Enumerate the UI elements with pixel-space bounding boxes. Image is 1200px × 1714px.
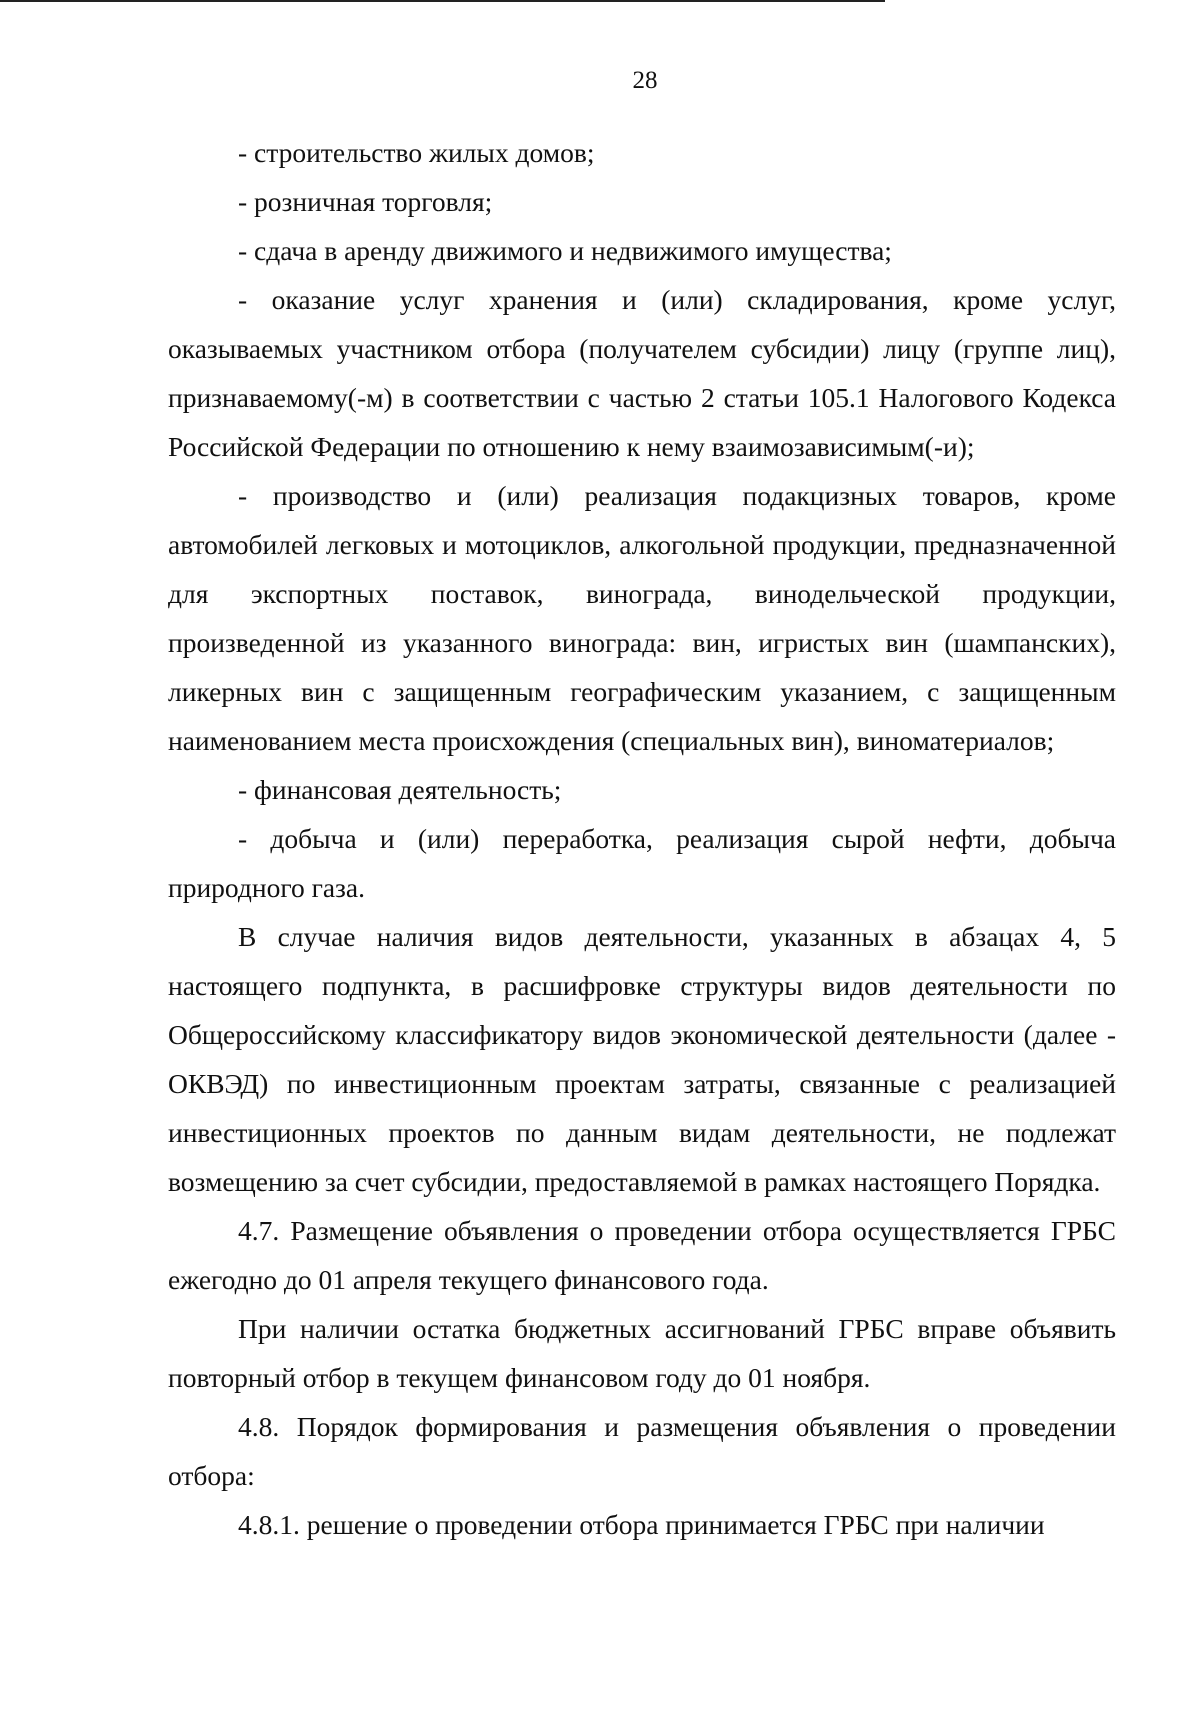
paragraph-okved-note: В случае наличия видов деятельности, указанных в абзацах 4, 5 настоящего подпункта, в расшифровке структуры видов деятельности по Общероссийскому классификатору видов экономической деятельности (далее - ОКВЭД) по инвестиционным проектам затраты, связанные с реализацией инвестиционных проектов по данным видам деятельности, не подлежат возмещению за счет субсидии, предоставляемой в рамках настоящего Порядка. <box>168 921 1116 1197</box>
list-item-excise-goods: - производство и (или) реализация подакцизных товаров, кроме автомобилей легковых и мотоциклов, алкогольной продукции, предназначенной для экспортных поставок, винограда, винодельческой продукции, произведенной из указанного винограда: вин, игристых вин (шампанских), ликерных вин с защищенным географическим указанием, с защищенным наименованием места происхождения (специальных вин), виноматериалов; <box>168 480 1116 756</box>
document-body <box>168 128 1116 1549</box>
list-item-oil-gas-extraction: - добыча и (или) переработка, реализация сырой нефти, добыча природного газа. <box>168 823 1116 903</box>
paragraph-repeat-selection: При наличии остатка бюджетных ассигнований ГРБС вправе объявить повторный отбор в текущем финансовом году до 01 ноября. <box>168 1313 1116 1393</box>
paragraph-4-8: 4.8. Порядок формирования и размещения объявления о проведении отбора: <box>168 1411 1116 1491</box>
top-rule <box>0 0 885 2</box>
list-item-retail-trade: - розничная торговля; <box>238 186 493 217</box>
list-item-property-rental: - сдача в аренду движимого и недвижимого имущества; <box>238 235 892 266</box>
paragraph-4-8-1: 4.8.1. решение о проведении отбора принимается ГРБС при наличии <box>238 1509 1045 1540</box>
list-item-housing-construction: - строительство жилых домов; <box>238 137 595 168</box>
page-number: 28 <box>632 67 658 94</box>
list-item-storage-services: - оказание услуг хранения и (или) складирования, кроме услуг, оказываемых участником отбора (получателем субсидии) лицу (группе лиц), признаваемому(-м) в соответствии с частью 2 статьи 105.1 Налогового Кодекса Российской Федерации по отношению к нему взаимозависимым(-и); <box>168 284 1116 462</box>
paragraph-4-7: 4.7. Размещение объявления о проведении отбора осуществляется ГРБС ежегодно до 01 апреля текущего финансового года. <box>168 1215 1116 1295</box>
list-item-financial-activity: - финансовая деятельность; <box>238 774 562 805</box>
